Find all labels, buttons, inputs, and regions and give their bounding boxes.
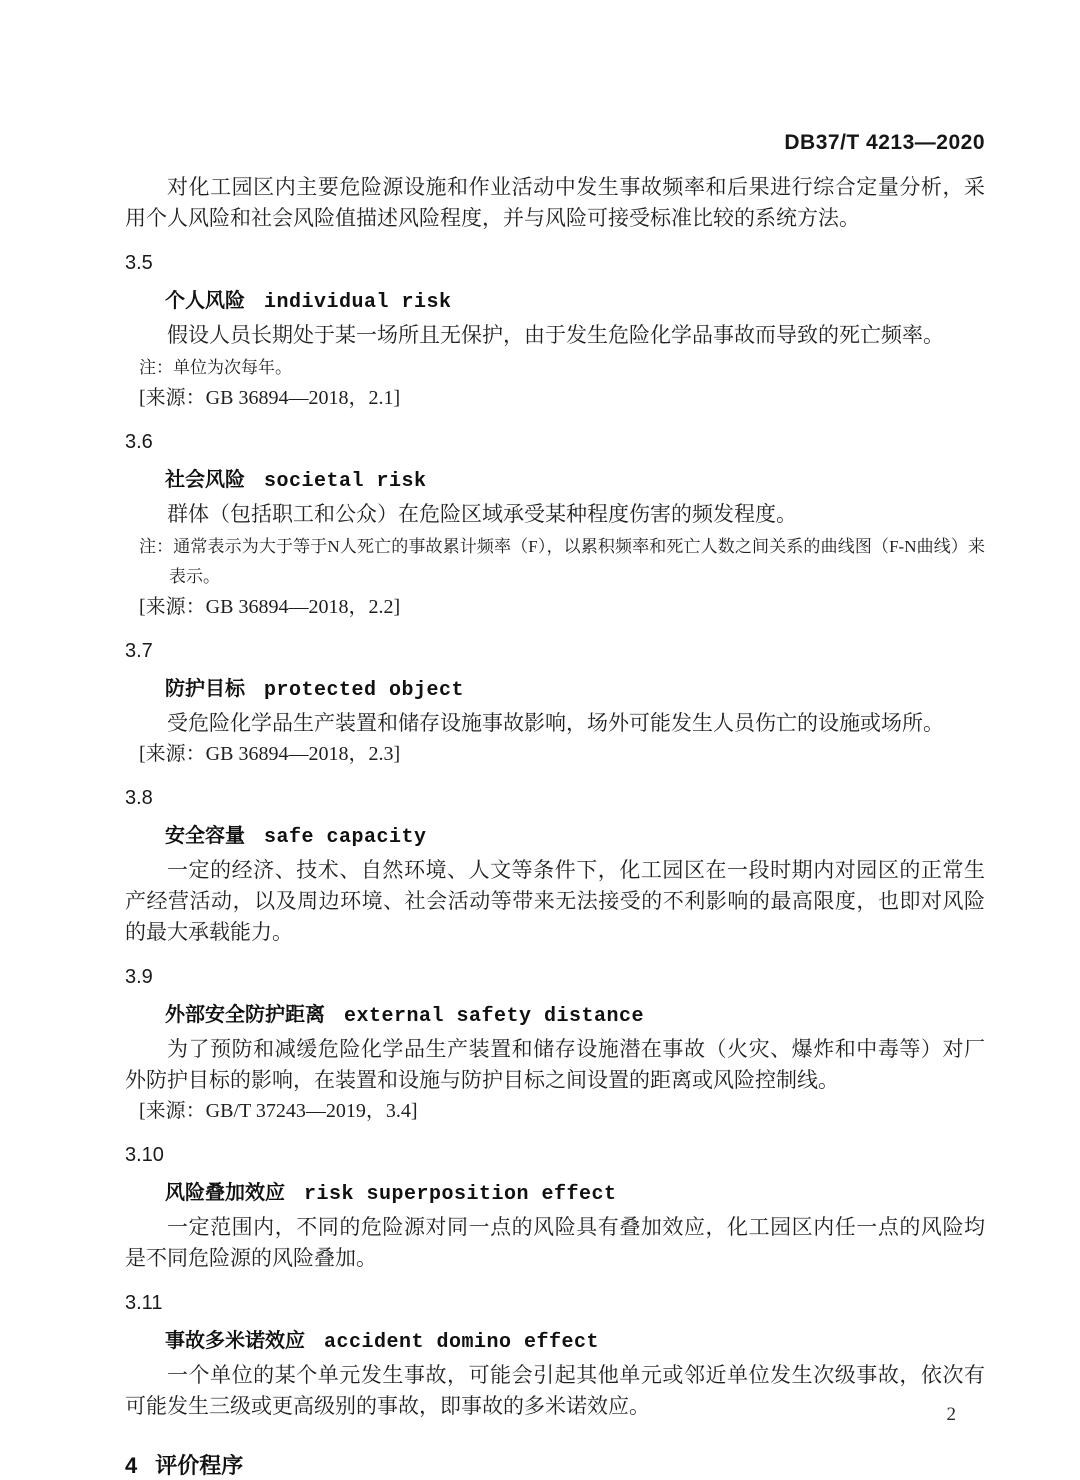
term-note: 注：单位为次每年。	[139, 358, 292, 377]
chapter-title: 评价程序	[155, 1453, 244, 1478]
term-source: [来源：GB 36894—2018，2.2]	[139, 596, 401, 618]
section-number: 3.7	[125, 640, 153, 662]
term-section-3-8	[125, 786, 985, 948]
term-definition: 一个单位的某个单元发生事故，可能会引起其他单元或邻近单位发生次级事故，依次有可能发生三级或更高级别的事故，即事故的多米诺效应。	[125, 1363, 985, 1418]
term-en-label: societal risk	[264, 470, 427, 493]
term-zh-label: 安全容量	[165, 825, 245, 847]
term-heading	[165, 1180, 985, 1208]
term-section-3-7	[125, 639, 985, 769]
term-source: [来源：GB/T 37243—2019，3.4]	[139, 1100, 418, 1122]
term-source: [来源：GB 36894—2018，2.1]	[139, 387, 401, 409]
term-definition: 为了预防和减缓危险化学品生产装置和储存设施潜在事故（火灾、爆炸和中毒等）对厂外防护目标的影响，在装置和设施与防护目标之间设置的距离或风险控制线。	[125, 1037, 985, 1092]
term-definition: 群体（包括职工和公众）在危险区域承受某种程度伤害的频发程度。	[167, 502, 797, 526]
page-number: 2	[946, 1404, 956, 1425]
intro-paragraph: 对化工园区内主要危险源设施和作业活动中发生事故频率和后果进行综合定量分析，采用个人风险和社会风险值描述风险程度，并与风险可接受标准比较的系统方法。	[125, 175, 985, 230]
term-section-3-9	[125, 965, 985, 1126]
term-en-label: safe capacity	[264, 826, 427, 849]
term-definition: 一定的经济、技术、自然环境、人文等条件下，化工园区在一段时期内对园区的正常生产经营活动，以及周边环境、社会活动等带来无法接受的不利影响的最高限度，也即对风险的最大承载能力。	[125, 858, 985, 944]
term-en-label: risk superposition effect	[304, 1183, 617, 1206]
chapter-number: 4	[125, 1453, 138, 1478]
term-source: [来源：GB 36894—2018，2.3]	[139, 743, 401, 765]
term-zh-label: 事故多米诺效应	[165, 1330, 305, 1352]
term-zh-label: 外部安全防护距离	[165, 1004, 325, 1026]
section-number: 3.11	[125, 1292, 163, 1314]
section-number: 3.9	[125, 966, 153, 988]
term-section-3-10	[125, 1143, 985, 1274]
term-definition: 受危险化学品生产装置和储存设施事故影响，场外可能发生人员伤亡的设施或场所。	[167, 711, 944, 735]
section-number: 3.6	[125, 431, 153, 453]
term-en-label: protected object	[264, 679, 465, 702]
term-en-label: individual risk	[264, 291, 452, 314]
doc-number-header: DB37/T 4213—2020	[784, 131, 985, 154]
section-number: 3.10	[125, 1144, 164, 1166]
term-section-3-5	[125, 251, 985, 413]
chapter-4-heading	[125, 1452, 985, 1480]
term-section-3-6	[125, 430, 985, 622]
term-section-3-11	[125, 1291, 985, 1422]
term-definition: 假设人员长期处于某一场所且无保护，由于发生危险化学品事故而导致的死亡频率。	[167, 323, 944, 347]
term-heading	[165, 1002, 985, 1030]
section-number: 3.8	[125, 787, 153, 809]
term-zh-label: 社会风险	[165, 469, 245, 491]
term-heading	[165, 823, 985, 851]
term-zh-label: 个人风险	[165, 290, 245, 312]
term-en-label: accident domino effect	[324, 1331, 600, 1354]
term-heading	[165, 676, 985, 704]
term-en-label: external safety distance	[344, 1005, 645, 1028]
term-note: 注：通常表示为大于等于N人死亡的事故累计频率（F），以累积频率和死亡人数之间关系的曲线图（F-N曲线）来表示。	[139, 537, 985, 586]
term-heading	[165, 1328, 985, 1356]
term-definition: 一定范围内，不同的危险源对同一点的风险具有叠加效应，化工园区内任一点的风险均是不同危险源的风险叠加。	[125, 1215, 985, 1270]
term-heading	[165, 288, 985, 316]
term-zh-label: 风险叠加效应	[165, 1182, 285, 1204]
term-zh-label: 防护目标	[165, 678, 245, 700]
term-heading	[165, 467, 985, 495]
section-number: 3.5	[125, 252, 153, 274]
